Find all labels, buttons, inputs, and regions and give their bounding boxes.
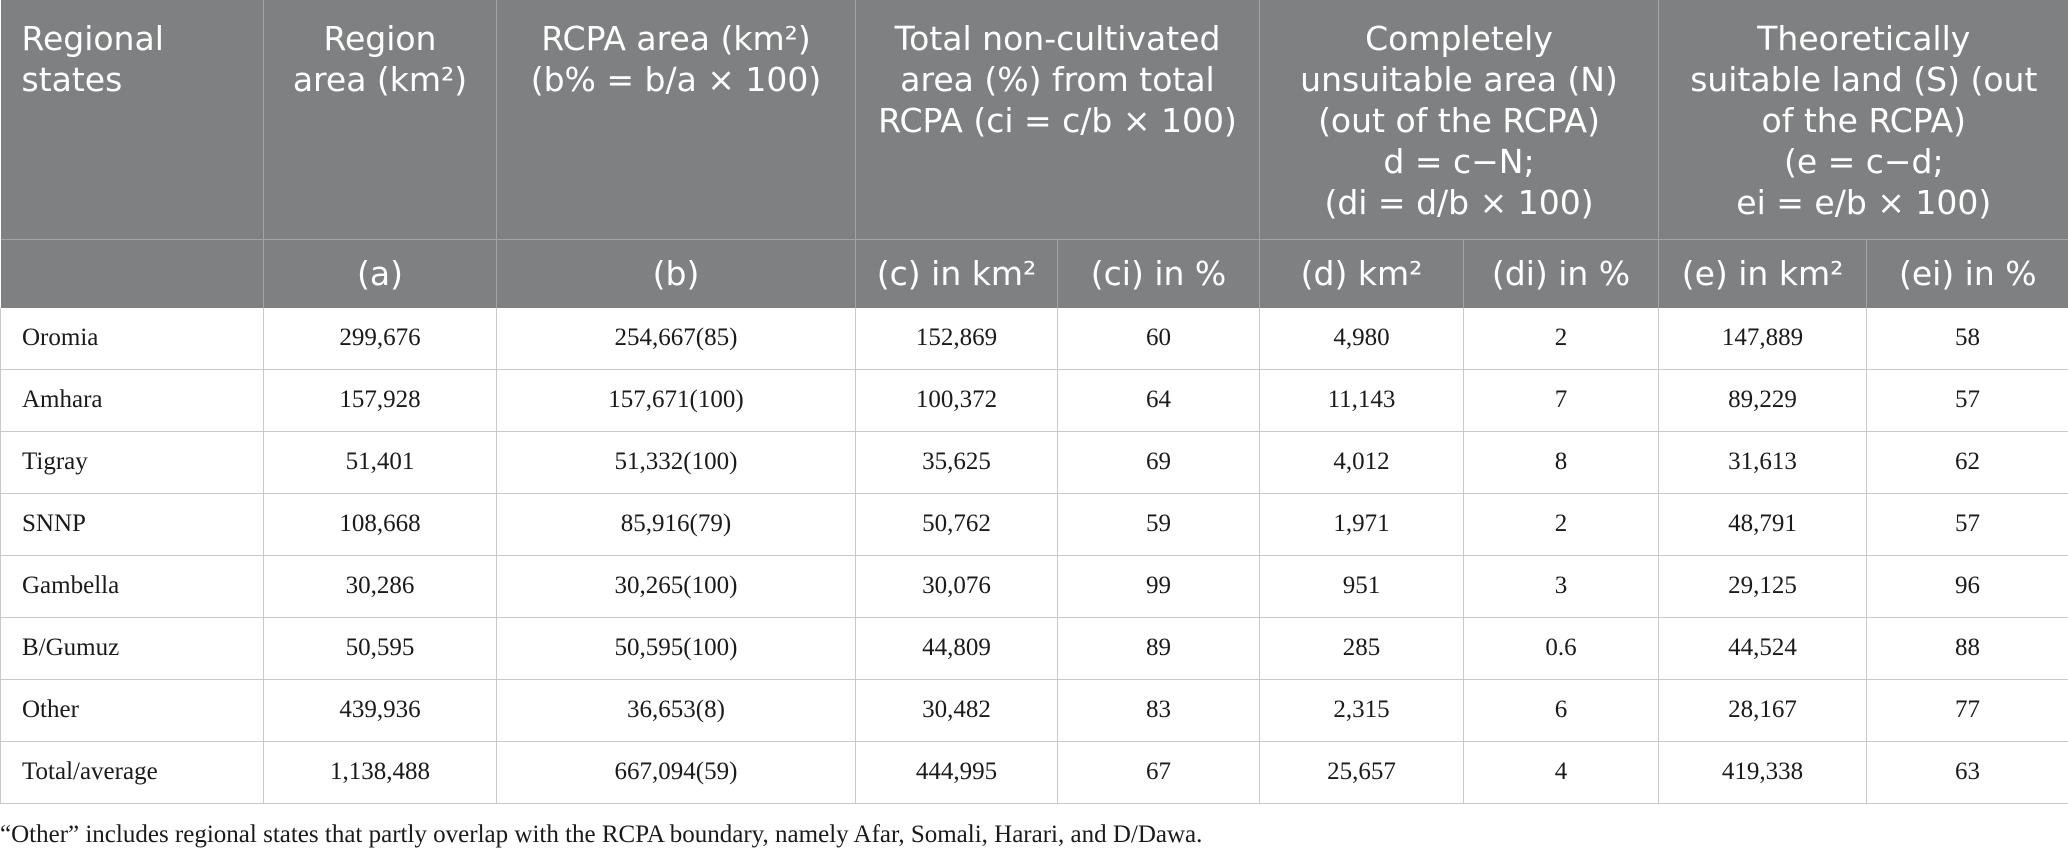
table-cell: 30,286 bbox=[264, 555, 497, 617]
table-cell: 3 bbox=[1464, 555, 1659, 617]
subheader-a: (a) bbox=[264, 239, 497, 308]
table-row bbox=[1, 617, 2068, 679]
subheader-di: (di) in % bbox=[1464, 239, 1659, 308]
table-cell: 51,332(100) bbox=[497, 431, 856, 493]
table-cell: 299,676 bbox=[264, 308, 497, 370]
table-cell: 99 bbox=[1058, 555, 1260, 617]
region-name-cell: Tigray bbox=[1, 431, 264, 493]
region-name-cell: Total/average bbox=[1, 741, 264, 803]
table-cell: 419,338 bbox=[1659, 741, 1867, 803]
table-cell: 254,667(85) bbox=[497, 308, 856, 370]
table-cell: 4 bbox=[1464, 741, 1659, 803]
table-cell: 64 bbox=[1058, 369, 1260, 431]
table-cell: 4,980 bbox=[1260, 308, 1464, 370]
table-cell: 57 bbox=[1867, 493, 2068, 555]
table-cell: 11,143 bbox=[1260, 369, 1464, 431]
table-cell: 2,315 bbox=[1260, 679, 1464, 741]
table-row bbox=[1, 741, 2068, 803]
table-cell: 30,076 bbox=[856, 555, 1058, 617]
table-cell: 35,625 bbox=[856, 431, 1058, 493]
table-cell: 30,482 bbox=[856, 679, 1058, 741]
table-cell: 100,372 bbox=[856, 369, 1058, 431]
table-cell: 36,653(8) bbox=[497, 679, 856, 741]
table-cell: 951 bbox=[1260, 555, 1464, 617]
header-suitable: Theoretically suitable land (S) (out of the RCPA) (e = c−d; ei = e/b × 100) bbox=[1659, 0, 2068, 239]
region-name-cell: Other bbox=[1, 679, 264, 741]
table-cell: 57 bbox=[1867, 369, 2068, 431]
header-row-main bbox=[1, 0, 2068, 239]
table-cell: 1,138,488 bbox=[264, 741, 497, 803]
header-regional-states: Regional states bbox=[1, 0, 264, 239]
table-cell: 444,995 bbox=[856, 741, 1058, 803]
table-cell: 51,401 bbox=[264, 431, 497, 493]
table-cell: 67 bbox=[1058, 741, 1260, 803]
table-cell: 7 bbox=[1464, 369, 1659, 431]
header-rcpa-area: RCPA area (km²) (b% = b/a × 100) bbox=[497, 0, 856, 239]
table-cell: 31,613 bbox=[1659, 431, 1867, 493]
table-cell: 6 bbox=[1464, 679, 1659, 741]
subheader-ci: (ci) in % bbox=[1058, 239, 1260, 308]
table-cell: 60 bbox=[1058, 308, 1260, 370]
region-name-cell: Oromia bbox=[1, 308, 264, 370]
table-cell: 25,657 bbox=[1260, 741, 1464, 803]
region-name-cell: Amhara bbox=[1, 369, 264, 431]
table-cell: 30,265(100) bbox=[497, 555, 856, 617]
subheader-d: (d) km² bbox=[1260, 239, 1464, 308]
table-cell: 108,668 bbox=[264, 493, 497, 555]
table-cell: 85,916(79) bbox=[497, 493, 856, 555]
table-cell: 285 bbox=[1260, 617, 1464, 679]
table-cell: 50,595(100) bbox=[497, 617, 856, 679]
table-cell: 83 bbox=[1058, 679, 1260, 741]
table-footnote: “Other” includes regional states that partly overlap with the RCPA boundary, namely Afar, Somali, Harari, and D/Dawa. bbox=[0, 820, 1203, 848]
table-cell: 88 bbox=[1867, 617, 2068, 679]
table-cell: 29,125 bbox=[1659, 555, 1867, 617]
table-cell: 28,167 bbox=[1659, 679, 1867, 741]
table-cell: 152,869 bbox=[856, 308, 1058, 370]
table-cell: 8 bbox=[1464, 431, 1659, 493]
table-row bbox=[1, 369, 2068, 431]
table-cell: 96 bbox=[1867, 555, 2068, 617]
subheader-ei: (ei) in % bbox=[1867, 239, 2068, 308]
table-body bbox=[1, 308, 2068, 804]
table-cell: 50,762 bbox=[856, 493, 1058, 555]
table-row bbox=[1, 493, 2068, 555]
header-row-sub bbox=[1, 239, 2068, 308]
table-cell: 2 bbox=[1464, 308, 1659, 370]
region-name-cell: B/Gumuz bbox=[1, 617, 264, 679]
table-cell: 0.6 bbox=[1464, 617, 1659, 679]
region-name-cell: SNNP bbox=[1, 493, 264, 555]
table-cell: 59 bbox=[1058, 493, 1260, 555]
table-cell: 667,094(59) bbox=[497, 741, 856, 803]
table-row bbox=[1, 555, 2068, 617]
table-cell: 77 bbox=[1867, 679, 2068, 741]
table-cell: 69 bbox=[1058, 431, 1260, 493]
table-cell: 147,889 bbox=[1659, 308, 1867, 370]
table-cell: 50,595 bbox=[264, 617, 497, 679]
table-cell: 89,229 bbox=[1659, 369, 1867, 431]
table-cell: 2 bbox=[1464, 493, 1659, 555]
header-region-area: Region area (km²) bbox=[264, 0, 497, 239]
table-cell: 63 bbox=[1867, 741, 2068, 803]
table-cell: 439,936 bbox=[264, 679, 497, 741]
header-unsuitable: Completely unsuitable area (N) (out of the RCPA) d = c−N; (di = d/b × 100) bbox=[1260, 0, 1659, 239]
table-row bbox=[1, 679, 2068, 741]
table-cell: 1,971 bbox=[1260, 493, 1464, 555]
table-cell: 89 bbox=[1058, 617, 1260, 679]
table-cell: 44,524 bbox=[1659, 617, 1867, 679]
table-cell: 44,809 bbox=[856, 617, 1058, 679]
header-non-cultivated: Total non-cultivated area (%) from total RCPA (ci = c/b × 100) bbox=[856, 0, 1260, 239]
table-row bbox=[1, 431, 2068, 493]
region-name-cell: Gambella bbox=[1, 555, 264, 617]
table-cell: 4,012 bbox=[1260, 431, 1464, 493]
table-cell: 62 bbox=[1867, 431, 2068, 493]
subheader-b: (b) bbox=[497, 239, 856, 308]
table-cell: 157,671(100) bbox=[497, 369, 856, 431]
subheader-0 bbox=[1, 239, 264, 308]
subheader-c: (c) in km² bbox=[856, 239, 1058, 308]
table-cell: 48,791 bbox=[1659, 493, 1867, 555]
table-cell: 157,928 bbox=[264, 369, 497, 431]
table-row bbox=[1, 308, 2068, 370]
subheader-e: (e) in km² bbox=[1659, 239, 1867, 308]
table-cell: 58 bbox=[1867, 308, 2068, 370]
